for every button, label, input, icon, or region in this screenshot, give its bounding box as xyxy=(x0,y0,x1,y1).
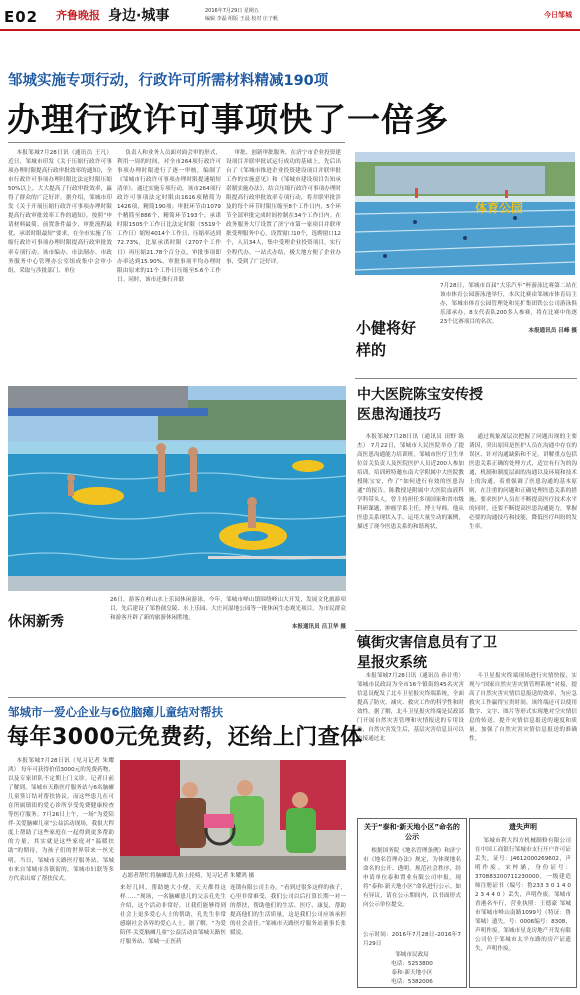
hospital-column-2: 通过现象深层次把握了问题出现的主要诱因，突出原因是医护人员在沟通中存在的误区、针对沟通缺陷和不足，讲解重点包括医患关系正确的处理方式，适宜有行为的沟通，机制和制度层面的沟通以及环境和技术上的沟通，着重强调了医患沟通的基本原则，在注重的问题和正确处理医患关系的措施，要求医护人员在不断提高医疗技术水平的同时，还要不断提高医患沟通能力，掌握必要的沟通技巧和技能，降低医疗纠纷的发生率。 xyxy=(469,434,577,531)
lead-headline: 办理行政许可事项快了一倍多 xyxy=(7,100,449,139)
masthead-date: 2016年7月29日 星期五 xyxy=(205,8,259,14)
lead-subtitle: 邹城实施专项行动，行政许可所需材料精减190项 xyxy=(8,73,329,89)
naming-notice-body: 根据国务院《地名管理条例》和济宁市《地名管理办法》规定，为体现地名命名的公开、透明，规范社会秩序，经申请单位泰和置业有限公司申报，现将“泰和·新天地小区”命名进行公示。如有异议，请在公示期间内，以书面形式向公示单位提交。 xyxy=(363,847,461,908)
charity-column-3: 连锁有限公司主办。“看到过很多这样的孩子，心里非常难受，我们公司以后打算长期一对一的帮扶，帮助他们的生活、医疗、康复，帮助提高他们的生活质量，这是我们公司应该承担的社会责任。”邹城市天路医疗服务站董事长张媛说。 xyxy=(230,885,346,937)
lead-column-1: 本报邹城7月28日讯（通讯员 王凡） 近日，邹城市印发《关于压缩行政许可事项办理时限提高行政审批效率的通知》，全市行政许可事项办理时限比法定时限压缩50%以上，大大提高了行政审批效率，赢得了群众的广泛好评。据介绍，邹城市印发《关于开展压缩行政许可事项办理时限提高行政审批效率工作的通知》，按照“申请材料最简、前置条件最少、审批流程最优、承诺时限最短”要求，在全市实施了压缩行政许可事项办理时限提高行政审批效率专项行动。该市编办、市法制办、市政务服务中心管理办公室组成集中会审小组，采取与涉批部门、单位 xyxy=(8,150,112,274)
swim-caption-text: 7月28日，邹城市首届“大乐汽车”杯游泳比赛第二站在该市体育公园游泳池举行，本次比赛由邹城市体育局主办，邹城市体育公园管理处和宪扩集团铁公公司游泳俱乐部承办，8支代表队200多人参赛，将在比赛中角逐23个比赛项目的名次。 xyxy=(440,283,577,325)
disaster-column-1: 本报邹城7月28日讯（通讯员 孙计勇） 邹城市民政局为全市16个镇街的45名灾害信息员配发了北斗卫星报灾终端系统，全面提高了防灾、减灾、救灾工作的科学性和时效性。据了解，北斗卫星报灾终端是民政部门开展自然灾害管理和灾情报送的专用设备，自然灾害发生后，基层灾害信息员可以直接通过北 xyxy=(357,673,464,743)
charity-subtitle: 邹城市一爱心企业与6位脑瘫儿童结对帮扶 xyxy=(8,705,223,719)
water-park-credit: 本报通讯员 吕卫华 摄 xyxy=(291,623,346,630)
disaster-rule xyxy=(355,630,577,631)
masthead-editors: 编辑 李磊 组版 王晨 校对 庄子帆 xyxy=(205,16,278,22)
water-park-feature-title: 休闲新秀 xyxy=(8,614,64,630)
water-park-photo xyxy=(8,386,346,591)
swim-competition-photo xyxy=(355,152,575,275)
hospital-rule xyxy=(355,378,577,379)
lead-rule xyxy=(8,142,345,143)
charity-column-1: 本报邹城7月28日讯（见习记者 朱耀鸿） 每年可获得价值3000元的免费药物，以及专家团队不定期上门义诊。记者日前了解到，邹城市天路医疗服务站与6名脑瘫儿童签订结对帮扶协议，而这些患儿在可在所属镇街的爱心诊所享受免费健康检查等医疗服务。7月26日上午，一场“为爱陪伴·关爱脑瘫儿童”公益活动现场，我很大程度上帮助了这些家庭在一起得到更多帮助的力量，其实就是这些家庭对“温暖扶助”的期待，为孩子们的世界带来一丝光明。当日，邹城市天路医疗服务站、邹城市来自邹城市各镇街的，邹城市妇联等多方代表出席了帮扶仪式。 xyxy=(8,758,114,882)
page-number: E02 xyxy=(4,8,39,26)
newspaper-logo: 齐鲁晚报 xyxy=(56,9,100,22)
charity-column-2: 来好几回，帮助她大小便，天天都得这样……”现场，一名脑瘫患儿的父亲孔先生介绍，这个活动非常好，让我们能够得到社会上更多爱心人士的帮助，孔先生非常感谢社会各界的爱心人士。据了解，“为爱陪伴·关爱脑瘫儿童”公益活动由邹城天路医疗服务站、邹城一正医药 xyxy=(120,885,226,946)
charity-photo xyxy=(120,760,346,870)
masthead-meta xyxy=(205,7,335,23)
hospital-column-1: 本报邹城7月28日讯（通讯员 田野 陈杰） 7月22日，邹城市人民医院举办了提高医患沟通能力培训班，邹城市医疗卫生单位首关负责人及医院医护人员近200人参加培训。培训班特邀东南大学附属中大医院教授陈宝安，作了“如何进行有效的医患沟通”的报告。陈教授是附属中大医院血液科学科带头人，曾主持担任多项国家和省市级科研课题，肿瘤学系主任，博士导师。他从医患关系现状入手，运用大量生动的案例，描述了现今医患关系的和谐现状， xyxy=(357,434,464,531)
water-park-caption-text: 26日，游客在峄山水上乐园休闲游泳。今年，邹城市峄山镇围绕峄山大开发，发展文化旅游项目，先后建设了邹鲁孺皇陵、水上乐园、大庄河湿地公园等一批休闲生态观光项目，为市民群众和游客开辟了新的旅游休闲胜地。 xyxy=(110,597,346,621)
lost-notice-box xyxy=(469,818,577,988)
water-park-caption xyxy=(110,596,346,636)
lead-column-2: 负责人和业务人员面对面会审的形式，利用一周的时间，对全市264项行政许可事项办理时限进行了逐一审核，编制了《邹城市行政许可事项办理时限提速缩短清单》。通过实施专项行动，该市264项行政许可事项法定时限由1616项精简为1426项，精简190项；审批环节由1079个精简至886个，精简环节193个；承诺时限1505个工作日比法定时限（5519个工作日）缩短4014个工作日，压缩率达到72.73%，比原承诺时限（2707个工作日）再压缩21.78个百分点，审批事项即办率达到15.90%，审批事项平均办理时限由原来的11个工作日压缩至5.6个工作日。同时，该市还推行并联 xyxy=(117,150,221,283)
section-title: 身边·城事 xyxy=(108,8,170,24)
charity-rule xyxy=(8,697,346,698)
charity-headline: 每年3000元免费药，还给上门查体 xyxy=(7,725,363,750)
naming-notice-title: 关于“泰和·新天地小区”命名的公示 xyxy=(364,823,460,841)
naming-notice-period: 公示时间：2016年7月28日–2016年7月29日 xyxy=(363,931,461,947)
lost-notice-body: 邹城市利大四方机械制修有限公司在中国工商银行邹城市支行开户许可证丢失，证号：J4612000269602，声明作废。宋梓涵，身份证号：370883200711230000，一级建造师注册证书（编号：鲁233 3 0 1 4 0 2 3 4 4 0 ）丢失，声明作废。邹城市香港名车行，营业执照：王德豪 邹城市邹城市峄山南路1099号（特证：鲁邹城）遗失，号：0006编号：8308，声明作废。邹城市星龙房地产开发有限公司位于邹城市太平东路的房产证遗失，声明作废。 xyxy=(475,837,571,953)
naming-notice-phone-1: 电话：5253800 xyxy=(391,961,433,968)
edition-label: 今日邹城 xyxy=(544,11,572,19)
masthead-rule xyxy=(0,29,580,31)
disaster-headline: 镇街灾害信息员有了卫星报灾系统 xyxy=(357,635,497,671)
lost-notice-title: 遗失声明 xyxy=(509,823,537,831)
charity-photo-illustration xyxy=(120,760,346,870)
naming-notice-phone-2: 电话：5382006 xyxy=(391,979,433,986)
swim-caption xyxy=(440,282,577,367)
swim-photo-illustration xyxy=(355,152,575,275)
swim-credit: 本报通讯员 吕峰 摄 xyxy=(528,327,577,334)
lead-column-3: 审批、创新审批服务，在济宁市企业投资建设项目并联审批试运行成功的基础上，先后出台了《邹城市推进企业投资建设项目并联审批工作的实施意见》和《邹城市建设项目告知承诺制实施办法》，结合压缩行政许可事项办理时限提高行政审批效率专项行动，将并联审批涉及的每个环节时限压缩至8个工作日内，5个环节全部审批完成时间控制在34个工作日内。在政务服务大厅设置了济宁市第一家项目并联审批受理服务中心，设置窗口10个，选聘窗口12个，人员34人，集中受理企业投资项目，实行全程代办，一站式办结，极大地方便了企业办事，受到了广泛好评。 xyxy=(226,150,341,265)
water-park-illustration xyxy=(8,386,346,591)
swim-feature-title: 小健将好样的 xyxy=(356,319,417,359)
naming-notice-complex: 泰和·新天地小区 xyxy=(391,970,433,977)
swim-photo-signage: 体育公园 xyxy=(475,201,524,215)
naming-notice-box xyxy=(357,818,467,988)
naming-notice-unit: 邹城市民政局 xyxy=(395,952,429,959)
masthead xyxy=(0,0,580,32)
hospital-headline: 中大医院陈宝安传授医患沟通技巧 xyxy=(357,387,483,423)
charity-photo-caption: 志愿者帮忙将脑瘫患儿抬上轮椅，见习记者 朱耀鸿 摄 xyxy=(122,873,255,879)
disaster-column-2: 斗卫星报灾终端现场进行灾情快报，实现与“国家自然灾害灾情管理系统”对接，提高了自然灾害灾情信息报送的效率，为应急救灾工作赢得宝贵时间。该终端还可以使用数字、文字、图片等形式实现地对空灾情信息的传送，提升灾情信息报送的速度和质量，加强了自然灾害灾情信息报送的准确性。 xyxy=(469,673,577,743)
